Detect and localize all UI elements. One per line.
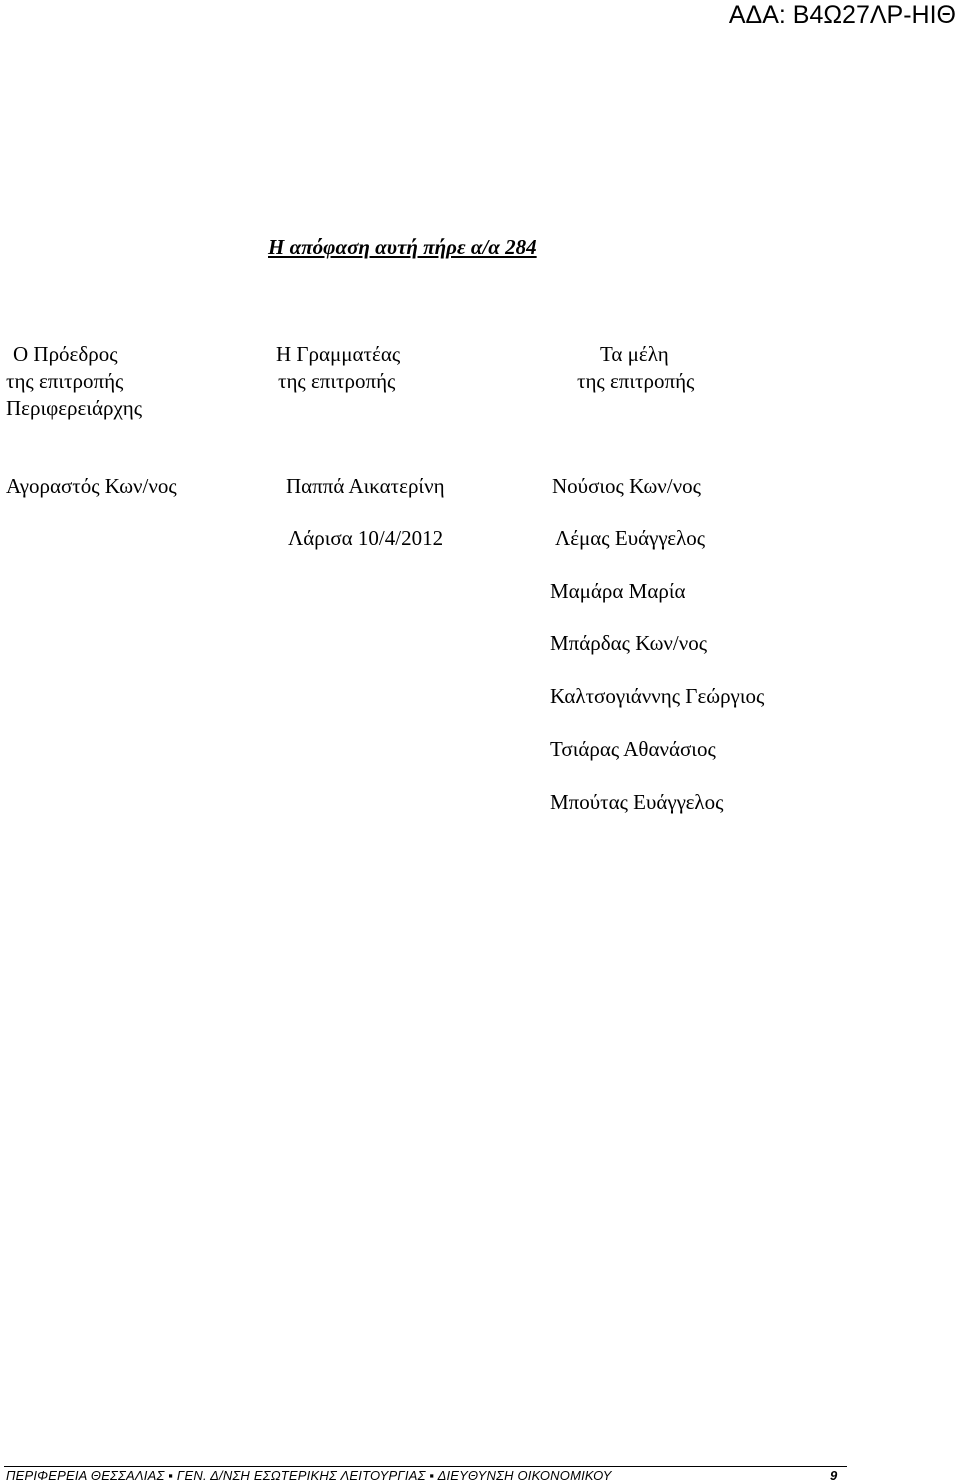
- president-name: Αγοραστός Κων/νος: [6, 474, 177, 498]
- ada-code: ΑΔΑ: Β4Ω27ΛΡ-ΗΙΘ: [728, 1, 956, 29]
- members-title: Τα μέλη: [600, 342, 669, 366]
- member-name: Μαμάρα Μαρία: [550, 579, 686, 603]
- members-committee: της επιτροπής: [577, 369, 695, 393]
- president-title: Ο Πρόεδρος: [13, 342, 118, 366]
- page-number: 9: [830, 1468, 838, 1483]
- member-name: Νούσιος Κων/νος: [552, 474, 701, 498]
- decision-title: Η απόφαση αυτή πήρε α/α 284: [268, 235, 537, 259]
- footer-divider: [4, 1466, 847, 1467]
- president-committee: της επιτροπής: [6, 369, 124, 393]
- member-name: Καλτσογιάννης Γεώργιος: [550, 684, 765, 708]
- footer-organization: ΠΕΡΙΦΕΡΕΙΑ ΘΕΣΣΑΛΙΑΣ ▪ ΓΕΝ. Δ/ΝΣΗ ΕΣΩΤΕΡΙΚΗΣ ΛΕΙΤΟΥΡΓΙΑΣ ▪ ΔΙΕΥΘΥΝΣΗ ΟΙΚΟΝΟΜΙΚΟΥ: [6, 1468, 612, 1483]
- member-name: Λέμας Ευάγγελος: [555, 526, 706, 550]
- secretary-name: Παππά Αικατερίνη: [286, 474, 445, 498]
- secretary-committee: της επιτροπής: [278, 369, 396, 393]
- member-name: Τσιάρας Αθανάσιος: [550, 737, 716, 761]
- member-name: Μπάρδας Κων/νος: [550, 631, 708, 655]
- member-name: Μπούτας Ευάγγελος: [550, 790, 724, 814]
- secretary-title: Η Γραμματέας: [276, 342, 401, 366]
- place-date: Λάρισα 10/4/2012: [288, 526, 444, 550]
- president-role: Περιφερειάρχης: [6, 396, 143, 420]
